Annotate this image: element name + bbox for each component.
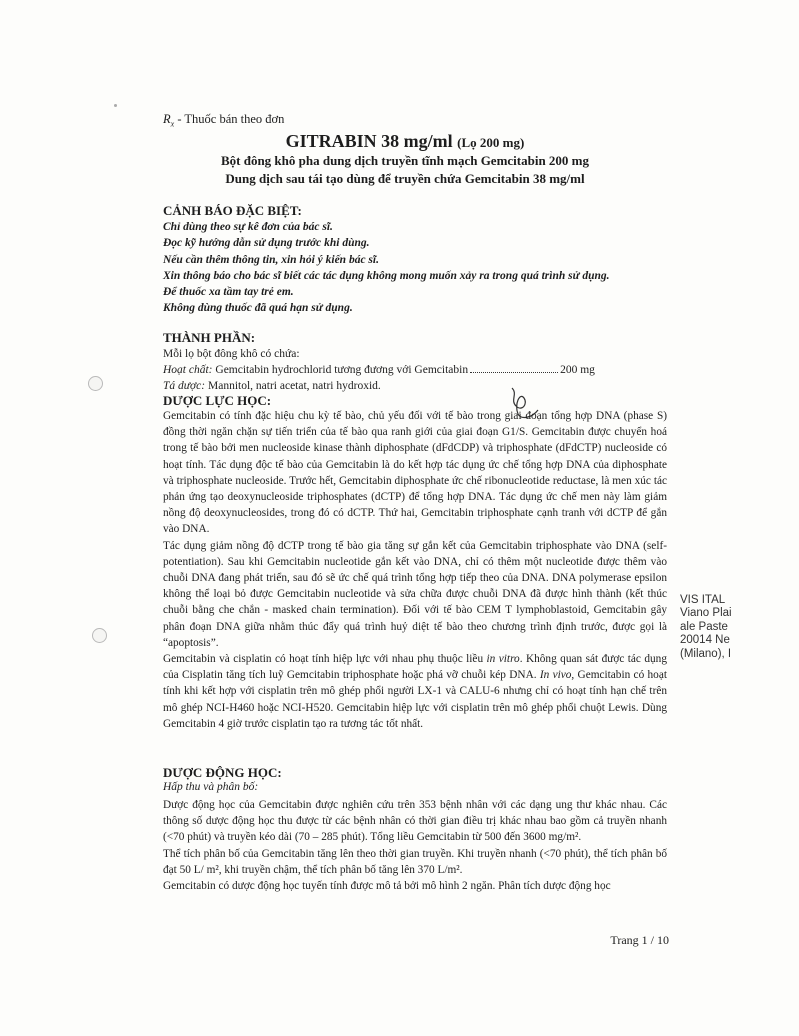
company-stamp: [680, 594, 799, 661]
text-run: . Không quan sát được tác dụng của Cisplatin tăng tích luỹ Gemcitabin triphosphate hoặc phá vỡ chuỗi kép DNA.: [163, 653, 667, 682]
text-run: , Gemcitabin có hoạt tính khi kết hợp với cisplatin trên mô ghép phổi người LX-1 và CALU-6 nhưng chỉ có hoạt tính hạn chế trên mô ghép NCI-H460 hoặc NCI-H520. Gemcitabin hiệp lực với cisplatin trên mô ghép phổi chuột Lewis. Dùng Gemcitabin 4 giờ trước cisplatin tạo ra tương tác tốt nhất.: [163, 669, 667, 730]
paragraph: Thể tích phân bố của Gemcitabin tăng lên theo thời gian truyền. Khi truyền nhanh (<70 phút), thể tích phân bố đạt 50 L/ m², khi truyền chậm, thể tích phân bố tăng lên 370 L/m².: [163, 847, 667, 876]
title-main: GITRABIN 38 mg/ml: [285, 131, 453, 151]
rx-text: - Thuốc bán theo đơn: [174, 112, 285, 126]
rx-sub: x: [170, 119, 175, 129]
composition-excipient: [163, 378, 633, 394]
rx-line: [163, 112, 284, 129]
paragraph: Tác dụng giảm nồng độ dCTP trong tế bào gia tăng sự gắn kết của Gemcitabin triphosphate vào DNA (self-potentiation). Sau khi Gemcitabin nucleotide gắn kết vào DNA, chỉ có thêm một nucleotide được thêm vào chuỗi DNA đang phát triển, sau đó sẽ ức chế quá trình tổng hợp tiếp theo của DNA. DNA polymerase epsilon không thể loại bỏ được Gemcitabin nucleotide và sửa chữa được chuỗi DNA đã được hình thành (kết thúc chuỗi bằng che chắn - masked chain termination). Đối với tế bào CEM T lymphoblastoid, Gemcitabin gây phân đoạn DNA giữa nhằm thúc đẩy quá trình huỷ diệt tế bào theo chương trình định trước, được gọi là “apoptosis”.: [163, 539, 667, 649]
pharmacokinetics-body: [163, 797, 667, 894]
punch-hole: [88, 376, 103, 391]
title-vial: (Lọ 200 mg): [457, 135, 525, 150]
warning-item: Xin thông báo cho bác sĩ biết các tác dụng không mong muốn xảy ra trong quá trình sử dụng.: [163, 269, 610, 282]
title-line-1: Bột đông khô pha dung dịch truyền tĩnh mạch Gemcitabin 200 mg: [220, 153, 590, 168]
warning-heading: CẢNH BÁO ĐẶC BIỆT:: [163, 203, 302, 218]
text-run: Gemcitabin và cisplatin có hoạt tính hiệp lực với nhau phụ thuộc liều: [163, 653, 487, 666]
pharmacokinetics-subheading: Hấp thu và phân bố:: [163, 781, 259, 793]
punch-hole: [92, 628, 107, 643]
text-run-italic: In vivo: [539, 669, 572, 682]
excipient-label: Tá dược:: [163, 380, 206, 392]
rx-symbol: R: [163, 112, 171, 126]
composition-heading: THÀNH PHẦN:: [163, 330, 256, 345]
active-label: Hoạt chất:: [163, 364, 213, 376]
warning-item: Không dùng thuốc đã quá hạn sử dụng.: [163, 302, 353, 315]
pharmacodynamics-body: [163, 408, 667, 732]
paragraph: Gemcitabin có dược động học tuyến tính được mô tả bởi mô hình 2 ngăn. Phân tích dược động học: [163, 880, 611, 893]
stamp-line: VIS ITAL: [680, 594, 726, 606]
warning-list: [163, 219, 683, 317]
title-line-2: Dung dịch sau tái tạo dùng để truyền chứa Gemcitabin 38 mg/ml: [225, 171, 585, 186]
excipient-text: Mannitol, natri acetat, natri hydroxid.: [205, 380, 381, 392]
active-text: Gemcitabin hydrochlorid tương đương với Gemcitabin: [212, 364, 469, 376]
warning-item: Đọc kỹ hướng dẫn sử dụng trước khi dùng.: [163, 237, 370, 250]
scan-speck: [114, 104, 117, 107]
warning-item: Để thuốc xa tầm tay trẻ em.: [163, 286, 294, 299]
paragraph: Dược động học của Gemcitabin được nghiên cứu trên 353 bệnh nhân với các dạng ung thư khác nhau. Các thông số dược động học thu được từ các bệnh nhân có thời gian điều trị khác nhau bao gồm cả truyền nhanh (<70 phút) và truyền kéo dài (70 – 285 phút). Tổng liều Gemcitabin từ 500 đến 3600 mg/m².: [163, 799, 667, 844]
stamp-line: Viano Plai: [680, 607, 732, 620]
stamp-line: ale Paste: [680, 620, 728, 633]
page-number: Trang 1 / 10: [610, 933, 669, 947]
dot-leader: [470, 363, 558, 373]
paragraph: Gemcitabin có tính đặc hiệu chu kỳ tế bào, chủ yếu đối với tế bào trong giai đoạn tổng hợp DNA (phase S) đồng thời ngăn chặn sự tiến triển của tế bào qua ranh giới của giai đoạn G1/S. Gemcitabin được chuyển hoá trong tế bào bởi men nucleoside kinase thành diphosphate (dFdCDP) và triphosphate (dFdCTP) nucleoside có hoạt tính. Tác dụng độc tế bào của Gemcitabin là do kết hợp tác dụng ức chế tổng hợp DNA của diphosphate và triphosphate nucleoside. Trước hết, Gemcitabin diphosphate ức chế ribonucleotide reductase, là men xúc tác phản ứng tạo deoxynucleoside triphosphates (dCTP) để tổng hợp DNA. Tác dụng ức chế men này làm giảm nồng độ deoxynucleosides, trong đó có dCTP. Thứ hai, Gemcitabin triphosphate cạnh tranh với dCTP để gắn vào DNA.: [163, 410, 667, 536]
warning-item: Nếu cần thêm thông tin, xin hỏi ý kiến bác sĩ.: [163, 253, 379, 266]
stamp-line: (Milano), I: [680, 647, 732, 660]
warning-item: Chỉ dùng theo sự kê đơn của bác sĩ.: [163, 221, 333, 233]
composition-intro: Mỗi lọ bột đông khô có chứa:: [163, 348, 300, 360]
product-title: [150, 131, 660, 152]
paragraph: [163, 651, 667, 732]
text-run-italic: in vitro: [486, 653, 520, 666]
pharmacodynamics-heading: DƯỢC LỰC HỌC:: [163, 393, 272, 408]
stamp-line: 20014 Ne: [680, 634, 730, 647]
pharmacokinetics-heading: DƯỢC ĐỘNG HỌC:: [163, 765, 282, 780]
composition-active: [163, 362, 633, 378]
active-amount: 200 mg: [560, 364, 595, 376]
